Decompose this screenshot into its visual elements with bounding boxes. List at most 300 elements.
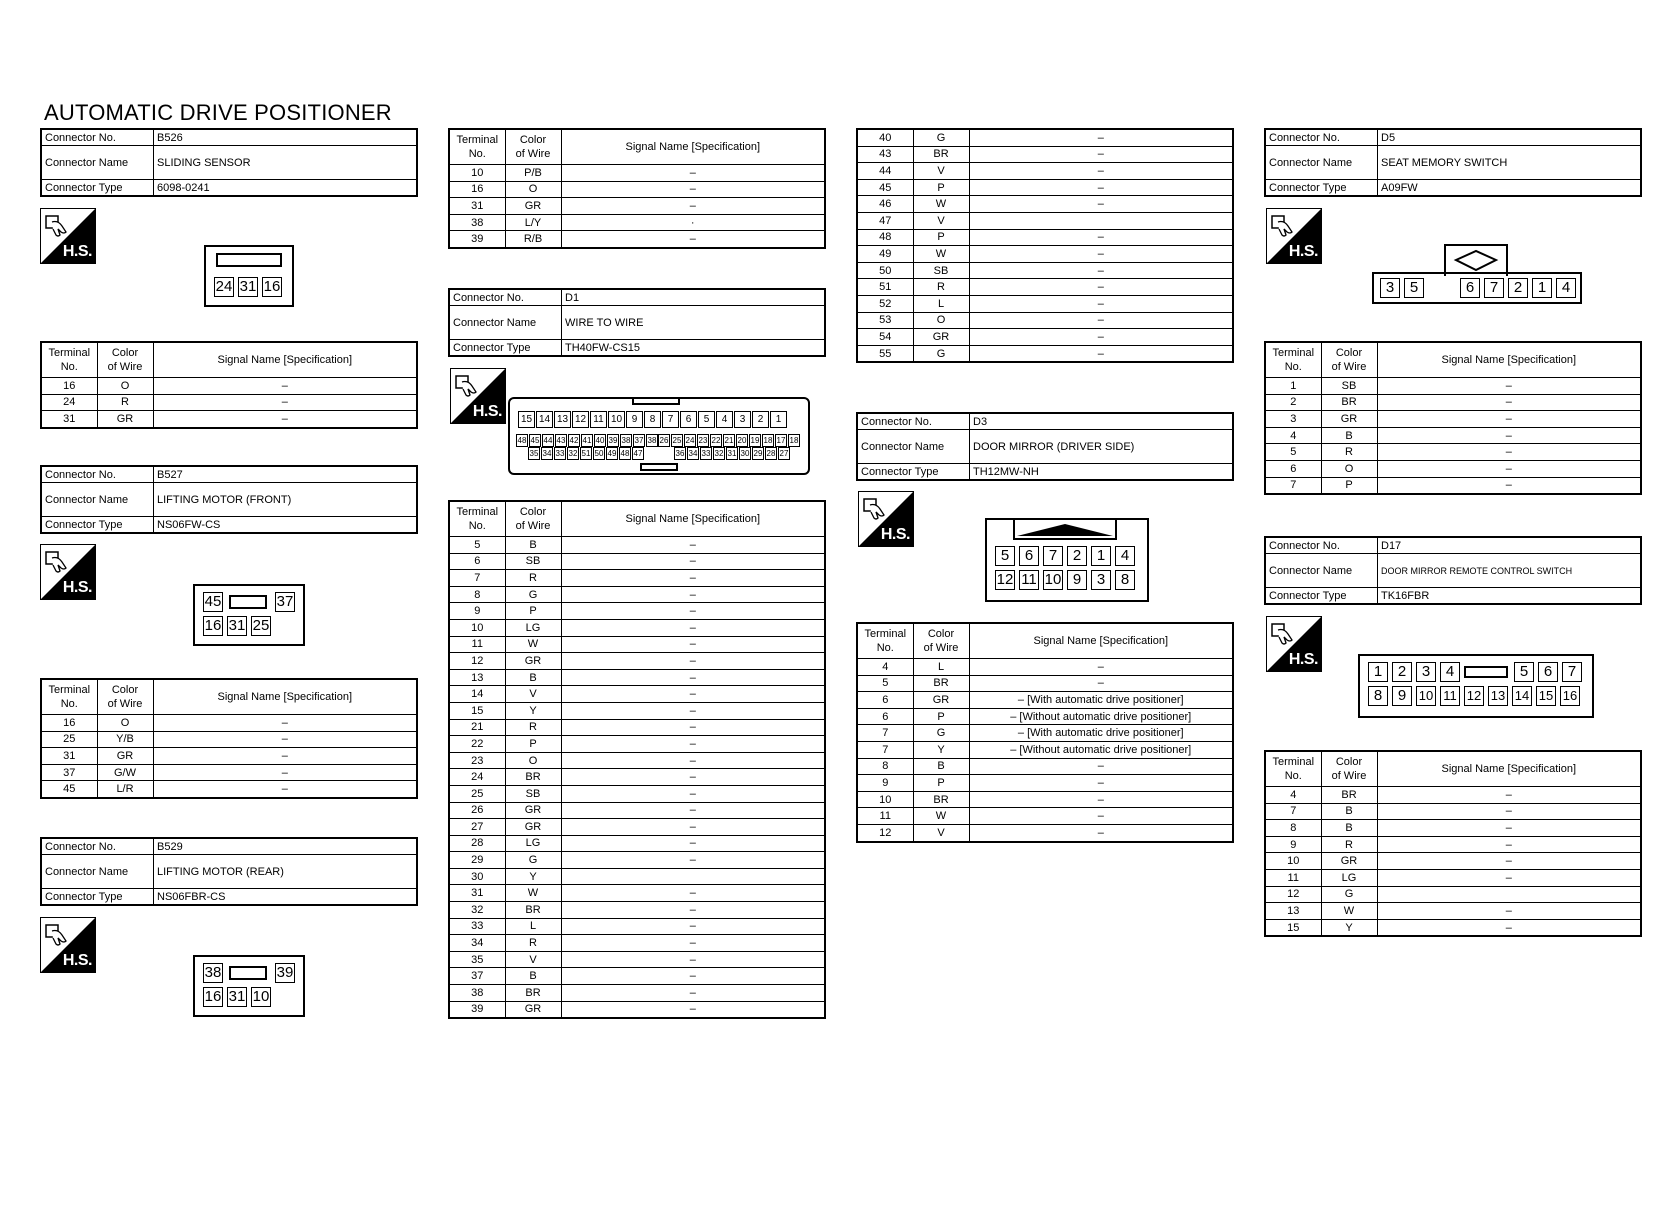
- pin: 45: [530, 436, 540, 445]
- wire-color: P: [913, 775, 969, 792]
- terminal-no: 9: [1265, 836, 1321, 853]
- pin: 11: [590, 411, 607, 428]
- pin: 6: [1460, 278, 1480, 298]
- table-row: [857, 675, 1233, 692]
- signal-name: – [Without automatic drive positioner]: [969, 741, 1233, 758]
- signal-name: –: [561, 835, 825, 852]
- pin: 37: [276, 593, 294, 610]
- terminal-no: 24: [449, 769, 505, 786]
- pin: 29: [753, 449, 763, 458]
- signal-name: –: [969, 246, 1233, 263]
- column-header: [1377, 751, 1641, 787]
- column-header: [969, 623, 1233, 659]
- table-row: [1265, 836, 1641, 853]
- connector-face-d3: [985, 518, 1149, 602]
- pin: 19: [750, 436, 760, 445]
- signal-name: –: [561, 819, 825, 836]
- pin: 34: [542, 449, 552, 458]
- pin: 31: [228, 617, 246, 634]
- connector-face-d5: [1372, 244, 1582, 304]
- header-text: Signal Name [Specification]: [1033, 635, 1168, 647]
- terminal-no: 7: [1265, 803, 1321, 820]
- table-row: [1265, 427, 1641, 444]
- label: Connector Name: [41, 855, 154, 889]
- signal-name: –: [969, 345, 1233, 362]
- wire-color: Y: [913, 741, 969, 758]
- terminal-no: 11: [857, 808, 913, 825]
- wire-color: GR: [505, 653, 561, 670]
- signal-name: –: [1377, 836, 1641, 853]
- wire-color: O: [913, 312, 969, 329]
- wire-color: LG: [1321, 869, 1377, 886]
- table-row: [41, 715, 417, 732]
- signal-name: –: [153, 394, 417, 411]
- signal-name: –: [1377, 378, 1641, 395]
- pin: 10: [1044, 571, 1062, 588]
- terminal-no: 12: [1265, 886, 1321, 903]
- pin: 3: [734, 411, 751, 428]
- terminal-no: 2: [1265, 394, 1321, 411]
- label: Connector No.: [449, 289, 562, 306]
- table-row: [1265, 378, 1641, 395]
- header-text: of Wire: [107, 698, 143, 710]
- wire-color: G: [505, 586, 561, 603]
- connector-name: SEAT MEMORY SWITCH: [1378, 146, 1642, 180]
- table-row: [857, 229, 1233, 246]
- header-text: of Wire: [923, 642, 959, 654]
- wire-color: P: [1321, 477, 1377, 494]
- label: Connector No.: [41, 129, 154, 146]
- wire-color: O: [505, 181, 561, 198]
- terminal-no: 33: [449, 918, 505, 935]
- terminal-no: 39: [449, 1001, 505, 1018]
- terminal-table-b529: [448, 128, 826, 249]
- signal-name: –: [153, 378, 417, 395]
- terminal-table-d3: [856, 622, 1234, 843]
- table-row: [1265, 869, 1641, 886]
- wire-color: B: [913, 758, 969, 775]
- pin: 41: [582, 436, 592, 445]
- pin: 39: [608, 436, 618, 445]
- wire-color: P: [505, 603, 561, 620]
- table-header: [449, 501, 825, 537]
- terminal-no: 5: [1265, 444, 1321, 461]
- key-diamond: [1452, 248, 1500, 272]
- pin: 1: [1091, 546, 1111, 566]
- terminal-table-b527: [40, 678, 418, 799]
- table-row: [449, 802, 825, 819]
- header-text: No.: [468, 148, 486, 160]
- table-header: [857, 623, 1233, 659]
- signal-name: –: [561, 231, 825, 248]
- header-text: Signal Name [Specification]: [625, 141, 760, 153]
- table-row: [449, 719, 825, 736]
- terminal-no: 5: [449, 537, 505, 554]
- table-row: [857, 708, 1233, 725]
- pin: 6: [1538, 662, 1558, 682]
- wire-color: LG: [505, 835, 561, 852]
- wire-color: R: [913, 279, 969, 296]
- signal-name: –: [561, 752, 825, 769]
- column-header: [1321, 751, 1377, 787]
- wire-color: BR: [913, 146, 969, 163]
- terminal-no: 49: [857, 246, 913, 263]
- wire-color: R: [505, 935, 561, 952]
- terminal-no: 9: [857, 775, 913, 792]
- pin: 6: [680, 411, 697, 428]
- column-header: [1321, 342, 1377, 378]
- wire-color: P: [913, 179, 969, 196]
- table-row: [857, 791, 1233, 808]
- connector-info-d3: [856, 412, 1234, 481]
- header-text: Signal Name [Specification]: [217, 354, 352, 366]
- terminal-no: 44: [857, 163, 913, 180]
- page-title: AUTOMATIC DRIVE POSITIONER: [44, 100, 392, 125]
- header-text: Signal Name [Specification]: [217, 691, 352, 703]
- signal-name: –: [969, 262, 1233, 279]
- pin: 8: [644, 411, 661, 428]
- signal-name: –: [1377, 919, 1641, 936]
- header-text: of Wire: [1331, 770, 1367, 782]
- header-text: No.: [60, 698, 78, 710]
- signal-name: –: [561, 902, 825, 919]
- signal-name: [561, 868, 825, 885]
- wire-color: O: [1321, 460, 1377, 477]
- terminal-no: 47: [857, 212, 913, 229]
- wire-color: R/B: [505, 231, 561, 248]
- signal-name: –: [1377, 853, 1641, 870]
- table-row: [857, 212, 1233, 229]
- signal-name: –: [561, 951, 825, 968]
- signal-name: –: [1377, 444, 1641, 461]
- connector-no: B527: [154, 466, 418, 483]
- wire-color: R: [505, 570, 561, 587]
- wire-color: L/R: [97, 781, 153, 798]
- pin: 25: [672, 436, 682, 445]
- wire-color: W: [1321, 903, 1377, 920]
- wire-color: G: [913, 725, 969, 742]
- column-header: [913, 623, 969, 659]
- hs-label: H.S.: [62, 952, 92, 969]
- terminal-no: 5: [857, 675, 913, 692]
- wire-color: R: [1321, 836, 1377, 853]
- terminal-table-d1: [448, 500, 826, 1019]
- signal-name: –: [561, 885, 825, 902]
- wire-color: BR: [913, 791, 969, 808]
- header-text: Color: [1335, 347, 1363, 359]
- connector-name: DOOR MIRROR (DRIVER SIDE): [970, 430, 1234, 464]
- terminal-no: 50: [857, 262, 913, 279]
- terminal-no: 7: [1265, 477, 1321, 494]
- label: Connector Type: [41, 889, 154, 906]
- pin: 7: [1484, 278, 1504, 298]
- wire-color: GR: [1321, 853, 1377, 870]
- column-header: [97, 342, 153, 378]
- header-text: Color: [519, 134, 547, 146]
- signal-name: –: [153, 731, 417, 748]
- pin: 1: [770, 411, 787, 428]
- terminal-no: 10: [1265, 853, 1321, 870]
- table-row: [857, 329, 1233, 346]
- table-row: [449, 669, 825, 686]
- table-row: [449, 686, 825, 703]
- wire-color: GR: [97, 748, 153, 765]
- table-row: [857, 179, 1233, 196]
- signal-name: –: [969, 179, 1233, 196]
- terminal-no: 6: [857, 692, 913, 709]
- wire-color: B: [1321, 803, 1377, 820]
- pin: 12: [996, 571, 1014, 588]
- signal-name: –: [969, 675, 1233, 692]
- signal-name: –: [561, 985, 825, 1002]
- signal-name: –: [561, 686, 825, 703]
- table-row: [857, 659, 1233, 676]
- signal-name: –: [1377, 427, 1641, 444]
- terminal-table-d17: [1264, 750, 1642, 937]
- terminal-no: 14: [449, 686, 505, 703]
- header-text: No.: [876, 642, 894, 654]
- pin: 10: [608, 411, 625, 428]
- terminal-no: 10: [449, 619, 505, 636]
- pin: 38: [647, 436, 657, 445]
- header-text: Color: [519, 506, 547, 518]
- table-row: [41, 731, 417, 748]
- hs-label: H.S.: [880, 526, 910, 543]
- header-text: Terminal: [48, 347, 91, 359]
- connector-no: D3: [970, 413, 1234, 430]
- terminal-no: 12: [857, 824, 913, 841]
- signal-name: –: [561, 702, 825, 719]
- table-row: [449, 570, 825, 587]
- table-row: [1265, 853, 1641, 870]
- wire-color: W: [913, 246, 969, 263]
- pin: 47: [633, 449, 643, 458]
- terminal-no: 43: [857, 146, 913, 163]
- table-row: [857, 295, 1233, 312]
- pin: 15: [518, 411, 535, 428]
- hs-label: H.S.: [1288, 243, 1318, 260]
- terminal-no: 3: [1265, 411, 1321, 428]
- table-row: [449, 636, 825, 653]
- table-row: [449, 198, 825, 215]
- signal-name: –: [1377, 460, 1641, 477]
- pin: 9: [1392, 686, 1412, 706]
- terminal-no: 25: [449, 785, 505, 802]
- signal-name: –: [561, 736, 825, 753]
- header-text: Terminal: [456, 506, 499, 518]
- label: Connector No.: [857, 413, 970, 430]
- harness-side-icon: [858, 491, 914, 547]
- pin: 7: [1562, 662, 1582, 682]
- pin: 5: [1404, 278, 1424, 298]
- terminal-no: 24: [41, 394, 97, 411]
- signal-name: [1377, 886, 1641, 903]
- wire-color: V: [505, 686, 561, 703]
- terminal-no: 38: [449, 214, 505, 231]
- header-text: Color: [927, 628, 955, 640]
- table-row: [1265, 820, 1641, 837]
- wire-color: SB: [505, 785, 561, 802]
- table-row: [449, 553, 825, 570]
- pin: 8: [1368, 686, 1388, 706]
- column-header: [1377, 342, 1641, 378]
- harness-side-icon: [450, 368, 506, 424]
- table-row: [449, 785, 825, 802]
- table-row: [1265, 460, 1641, 477]
- pin: 38: [204, 964, 222, 981]
- table-row: [449, 603, 825, 620]
- pin: 33: [701, 449, 711, 458]
- pin: 23: [698, 436, 708, 445]
- connector-info-b527: [40, 465, 418, 534]
- header-text: of Wire: [515, 520, 551, 532]
- pin: 13: [1488, 686, 1508, 706]
- table-header: [41, 342, 417, 378]
- signal-name: –: [969, 196, 1233, 213]
- terminal-no: 29: [449, 852, 505, 869]
- pin: 39: [276, 964, 294, 981]
- terminal-no: 7: [449, 570, 505, 587]
- connector-face-b527: [193, 584, 305, 646]
- wire-color: BR: [505, 769, 561, 786]
- pin: 51: [581, 449, 591, 458]
- table-row: [449, 181, 825, 198]
- pin: 9: [626, 411, 643, 428]
- signal-name: –: [561, 918, 825, 935]
- signal-name: –: [1377, 394, 1641, 411]
- signal-name: –: [969, 775, 1233, 792]
- table-row: [1265, 477, 1641, 494]
- pin: 40: [595, 436, 605, 445]
- terminal-no: 45: [41, 781, 97, 798]
- wire-color: BR: [505, 902, 561, 919]
- pin: 4: [1440, 662, 1460, 682]
- terminal-no: 34: [449, 935, 505, 952]
- pin: 21: [724, 436, 734, 445]
- signal-name: –: [561, 636, 825, 653]
- signal-name: –: [969, 163, 1233, 180]
- pin: 3: [1416, 662, 1436, 682]
- terminal-no: 37: [41, 764, 97, 781]
- label: Connector No.: [41, 838, 154, 855]
- pin: 12: [1464, 686, 1484, 706]
- pin: 32: [568, 449, 578, 458]
- connector-name: WIRE TO WIRE: [562, 306, 826, 340]
- pin: 4: [1115, 546, 1135, 566]
- table-row: [449, 619, 825, 636]
- terminal-no: 52: [857, 295, 913, 312]
- wire-color: P/B: [505, 165, 561, 182]
- signal-name: –: [561, 719, 825, 736]
- table-row: [449, 586, 825, 603]
- column-header: [41, 342, 97, 378]
- wire-color: B: [505, 968, 561, 985]
- terminal-no: 4: [1265, 427, 1321, 444]
- pin: 24: [685, 436, 695, 445]
- table-row: [449, 902, 825, 919]
- table-row: [1265, 787, 1641, 804]
- label: Connector Name: [449, 306, 562, 340]
- connector-type: NS06FW-CS: [154, 517, 418, 534]
- column-header: [505, 501, 561, 537]
- pin: 9: [1067, 570, 1087, 590]
- wire-color: O: [505, 752, 561, 769]
- wire-color: R: [505, 719, 561, 736]
- signal-name: –: [1377, 803, 1641, 820]
- label: Connector Name: [1265, 146, 1378, 180]
- terminal-no: 10: [449, 165, 505, 182]
- table-row: [857, 146, 1233, 163]
- table-row: [1265, 903, 1641, 920]
- table-row: [41, 394, 417, 411]
- label: Connector No.: [1265, 129, 1378, 146]
- pin: 11: [1440, 686, 1460, 706]
- table-row: [449, 935, 825, 952]
- hs-label: H.S.: [62, 579, 92, 596]
- label: Connector Name: [41, 146, 154, 180]
- table-row: [1265, 394, 1641, 411]
- wire-color: P: [913, 708, 969, 725]
- pin: 22: [711, 436, 721, 445]
- terminal-no: 21: [449, 719, 505, 736]
- pin: 48: [517, 436, 527, 445]
- connector-name: LIFTING MOTOR (FRONT): [154, 483, 418, 517]
- pin: 49: [607, 449, 617, 458]
- pin: 33: [555, 449, 565, 458]
- wire-color: V: [913, 163, 969, 180]
- wire-color: Y/B: [97, 731, 153, 748]
- table-row: [449, 918, 825, 935]
- pin: 35: [529, 449, 539, 458]
- wire-color: GR: [505, 1001, 561, 1018]
- wire-color: G: [913, 129, 969, 146]
- pin: 16: [204, 988, 222, 1005]
- signal-name: –: [1377, 477, 1641, 494]
- terminal-no: 40: [857, 129, 913, 146]
- wire-color: SB: [1321, 378, 1377, 395]
- label: Connector Type: [41, 517, 154, 534]
- column-header: [153, 342, 417, 378]
- signal-name: –: [153, 781, 417, 798]
- pin: 10: [1416, 686, 1436, 706]
- table-row: [449, 231, 825, 248]
- terminal-table-d1-continued: [856, 128, 1234, 363]
- terminal-no: 28: [449, 835, 505, 852]
- table-row: [857, 725, 1233, 742]
- label: Connector Type: [857, 464, 970, 481]
- signal-name: –: [561, 181, 825, 198]
- table-row: [857, 692, 1233, 709]
- key-triangle: [1013, 522, 1117, 538]
- terminal-no: 7: [857, 741, 913, 758]
- header-text: Signal Name [Specification]: [1441, 354, 1576, 366]
- table-row: [41, 781, 417, 798]
- terminal-no: 8: [857, 758, 913, 775]
- pin: 17: [776, 436, 786, 445]
- hs-label: H.S.: [472, 403, 502, 420]
- header-text: Color: [111, 684, 139, 696]
- header-text: of Wire: [107, 361, 143, 373]
- table-row: [449, 985, 825, 1002]
- terminal-no: 27: [449, 819, 505, 836]
- terminal-no: 8: [449, 586, 505, 603]
- pin: 18: [789, 436, 799, 445]
- wire-color: B: [1321, 427, 1377, 444]
- pin: 45: [204, 593, 222, 610]
- table-row: [449, 835, 825, 852]
- pin: 13: [554, 411, 571, 428]
- signal-name: –: [561, 802, 825, 819]
